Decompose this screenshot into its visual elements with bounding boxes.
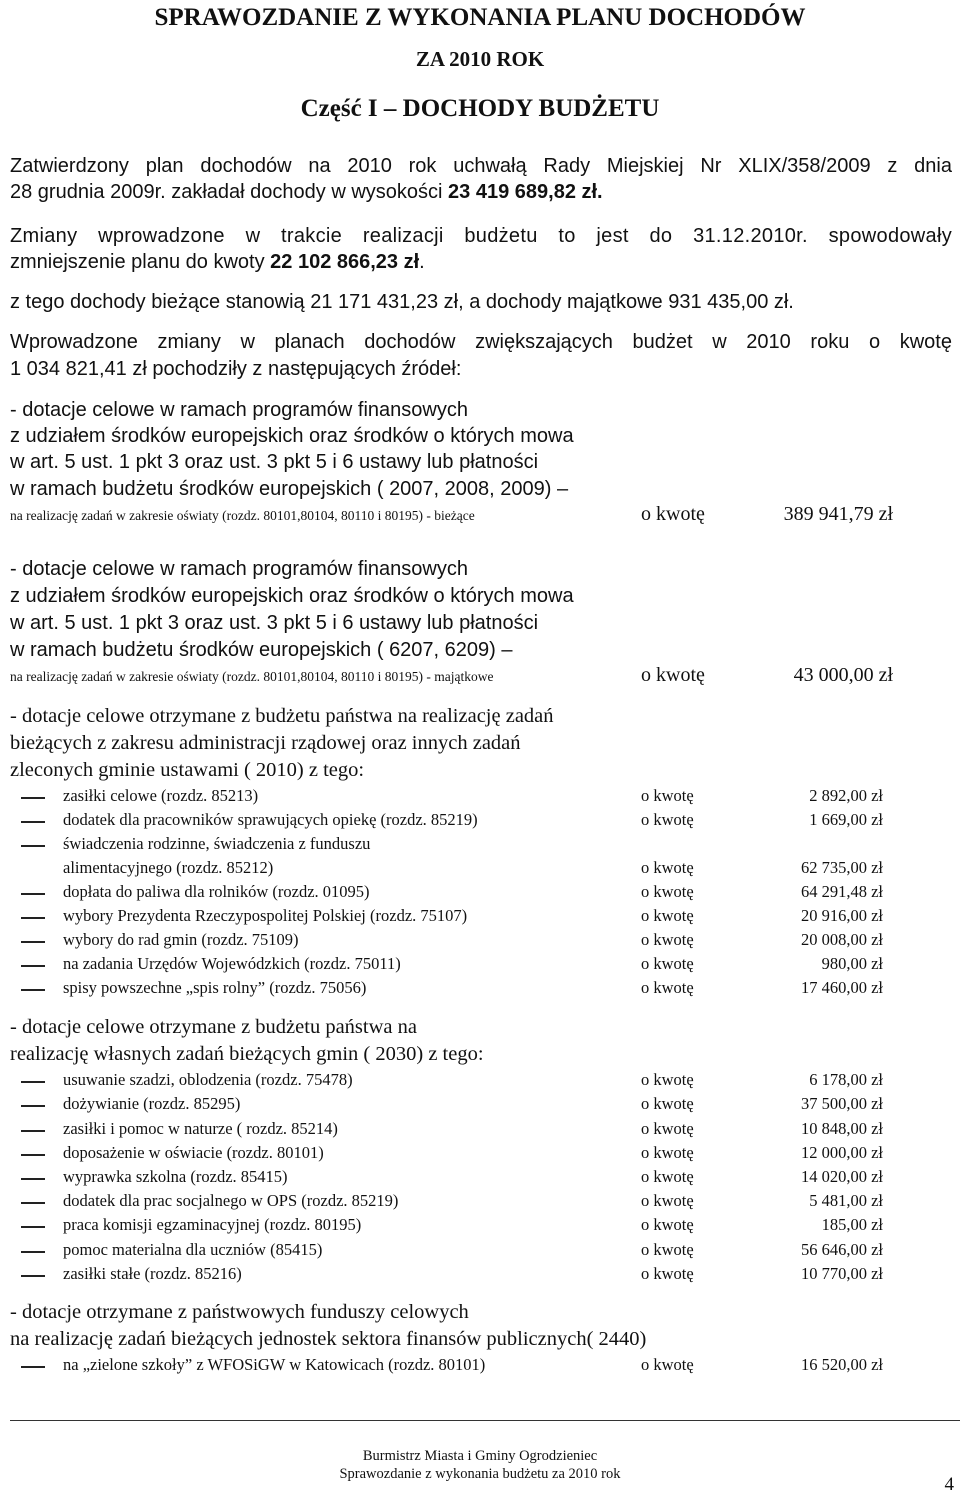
intro-p2-line2 [10,251,425,274]
list-item-value: 17 460,00 zł [800,978,883,997]
list-item-label: doposażenie w oświacie (rozdz. 80101) [63,1143,324,1162]
list-item-label: świadczenia rodzinne, świadczenia z funduszu [63,834,371,853]
list-item-label: na „zielone szkoły” z WFOSiGW w Katowicach (rozdz. 80101) [63,1355,486,1374]
list-item-kw: o kwotę [641,978,694,997]
page-number: 4 [944,1474,954,1495]
list-item-kw: o kwotę [641,1094,694,1113]
section2-amount: 43 000,00 zł [793,664,893,686]
footer-title: Sprawozdanie z wykonania budżetu za 2010 rok [339,1466,621,1482]
section3-line: zleconych gminie ustawami ( 2010) z tego: [10,759,365,781]
footer-author: Burmistrz Miasta i Gminy Ogrodzieniec [362,1448,598,1464]
dash-bullet [21,965,45,967]
dash-bullet [21,1154,45,1156]
intro-p2-line2-text: zmniejszenie planu do kwoty [10,251,271,273]
list-item-kw: o kwotę [641,1215,694,1234]
list-item-kw: o kwotę [641,1119,694,1138]
list-item-value: 20 008,00 zł [800,930,883,949]
list-item-value: 62 735,00 zł [800,858,883,877]
section3-line: - dotacje celowe otrzymane z budżetu państwa na realizację zadań [10,705,554,727]
list-item-kw: o kwotę [641,786,694,805]
dash-bullet [21,1202,45,1204]
intro-p2-line1: Zmiany wprowadzone w trakcie realizacji budżetu to jest do 31.12.2010r. spowodowały [10,225,952,247]
section5-line: - dotacje otrzymane z państwowych funduszy celowych [10,1301,469,1323]
document-title: SPRAWOZDANIE Z WYKONANIA PLANU DOCHODÓW [154,4,806,31]
list-item-label: usuwanie szadzi, oblodzenia (rozdz. 75478) [63,1070,353,1089]
list-item-label: zasiłki i pomoc w naturze ( rozdz. 85214) [63,1119,338,1138]
list-item-value: 5 481,00 zł [809,1191,883,1210]
intro-p4-line2: 1 034 821,41 zł pochodziły z następujących źródeł: [10,358,462,380]
list-item-kw: o kwotę [641,1264,694,1283]
section5-line: na realizację zadań bieżących jednostek sektora finansów publicznych( 2440) [10,1328,647,1350]
list-item-kw: o kwotę [641,1167,694,1186]
list-item-kw: o kwotę [641,1143,694,1162]
list-item-kw: o kwotę [641,1240,694,1259]
dash-bullet [21,821,45,823]
intro-p1-text: Zatwierdzony plan dochodów na 2010 rok uchwałą Rady Miejskiej Nr XLIX/358/2009 z dnia [10,155,952,177]
section1-line: - dotacje celowe w ramach programów finansowych [10,399,468,421]
section1-line: z udziałem środków europejskich oraz środków o których mowa [10,425,574,447]
dash-bullet [21,1081,45,1083]
list-item-value: 16 520,00 zł [800,1355,883,1374]
list-item-value: 56 646,00 zł [800,1240,883,1259]
list-item-kw: o kwotę [641,882,694,901]
list-item-label-cont: alimentacyjnego (rozdz. 85212) [63,858,274,877]
dash-bullet [21,893,45,895]
section4-line: realizację własnych zadań bieżących gmin ( 2030) z tego: [10,1043,484,1065]
section2-note: na realizację zadań w zakresie oświaty (rozdz. 80101,80104, 80110 i 80195) - majątkowe [10,669,494,684]
section1-amount: 389 941,79 zł [783,503,893,525]
footer-divider [10,1420,960,1421]
list-item-value: 185,00 zł [821,1215,883,1234]
part-title: Część I – DOCHODY BUDŻETU [300,95,660,122]
intro-p1-line1 [10,155,952,178]
list-item-label: zasiłki stałe (rozdz. 85216) [63,1264,242,1283]
section1-kw: o kwotę [641,503,705,525]
list-item-label: dodatek dla pracowników sprawujących opiekę (rozdz. 85219) [63,810,478,829]
section2-line: z udziałem środków europejskich oraz środków o których mowa [10,585,574,607]
section3-line: bieżących z zakresu administracji rządowej oraz innych zadań [10,732,521,754]
list-item-value: 37 500,00 zł [800,1094,883,1113]
approved-plan-amount: 23 419 689,82 zł. [448,181,603,203]
list-item-value: 64 291,48 zł [800,882,883,901]
list-item-value: 1 669,00 zł [809,810,883,829]
dash-bullet [21,989,45,991]
list-item-kw: o kwotę [641,1355,694,1374]
dash-bullet [21,1251,45,1253]
list-item-kw: o kwotę [641,810,694,829]
list-item-label: spisy powszechne „spis rolny” (rozdz. 75056) [63,978,367,997]
dash-bullet [21,1275,45,1277]
intro-p2-period: . [419,251,425,273]
intro-p1-line2-text: 28 grudnia 2009r. zakładał dochody w wysokości [10,181,449,203]
list-item-value: 12 000,00 zł [800,1143,883,1162]
dash-bullet [21,845,45,847]
section2-line: w ramach budżetu środków europejskich ( 6207, 6209) – [10,639,513,661]
section4-line: - dotacje celowe otrzymane z budżetu państwa na [10,1016,417,1038]
list-item-kw: o kwotę [641,858,694,877]
list-item-label: wyprawka szkolna (rozdz. 85415) [63,1167,288,1186]
intro-p4-line1: Wprowadzone zmiany w planach dochodów zwiększających budżet w 2010 roku o kwotę [10,331,952,353]
dash-bullet [21,1226,45,1228]
list-item-label: pomoc materialna dla uczniów (85415) [63,1240,323,1259]
dash-bullet [21,917,45,919]
list-item-value: 6 178,00 zł [809,1070,883,1089]
dash-bullet [21,1366,45,1368]
dash-bullet [21,1178,45,1180]
list-item-value: 10 848,00 zł [800,1119,883,1138]
dash-bullet [21,797,45,799]
section1-line: w ramach budżetu środków europejskich ( 2007, 2008, 2009) – [10,478,569,500]
section2-line: w art. 5 ust. 1 pkt 3 oraz ust. 3 pkt 5 i 6 ustawy lub płatności [10,612,539,634]
list-item-kw: o kwotę [641,954,694,973]
intro-p3: z tego dochody bieżące stanowią 21 171 431,23 zł, a dochody majątkowe 931 435,00 zł. [10,291,794,313]
dash-bullet [21,941,45,943]
list-item-value: 14 020,00 zł [800,1167,883,1186]
list-item-kw: o kwotę [641,1191,694,1210]
list-item-label: dopłata do paliwa dla rolników (rozdz. 01095) [63,882,370,901]
dash-bullet [21,1130,45,1132]
list-item-label: wybory Prezydenta Rzeczypospolitej Polskiej (rozdz. 75107) [63,906,468,925]
list-item-label: na zadania Urzędów Wojewódzkich (rozdz. 75011) [63,954,401,973]
list-item-label: wybory do rad gmin (rozdz. 75109) [63,930,299,949]
intro-p1-line2 [10,181,603,204]
list-item-label: dożywianie (rozdz. 85295) [63,1094,241,1113]
list-item-label: praca komisji egzaminacyjnej (rozdz. 80195) [63,1215,362,1234]
list-item-value: 20 916,00 zł [800,906,883,925]
list-item-value: 10 770,00 zł [800,1264,883,1283]
list-item-value: 2 892,00 zł [809,786,883,805]
list-item-value: 980,00 zł [821,954,883,973]
section2-kw: o kwotę [641,664,705,686]
list-item-label: zasiłki celowe (rozdz. 85213) [63,786,259,805]
section1-line: w art. 5 ust. 1 pkt 3 oraz ust. 3 pkt 5 i 6 ustawy lub płatności [10,451,539,473]
list-item-label: dodatek dla prac socjalnego w OPS (rozdz. 85219) [63,1191,399,1210]
list-item-kw: o kwotę [641,930,694,949]
list-item-kw: o kwotę [641,1070,694,1089]
list-item-kw: o kwotę [641,906,694,925]
document-year: ZA 2010 ROK [415,47,545,71]
dash-bullet [21,1105,45,1107]
section1-note: na realizację zadań w zakresie oświaty (rozdz. 80101,80104, 80110 i 80195) - bieżące [10,508,475,523]
section2-line: - dotacje celowe w ramach programów finansowych [10,558,468,580]
amended-plan-amount: 22 102 866,23 zł [270,251,420,273]
